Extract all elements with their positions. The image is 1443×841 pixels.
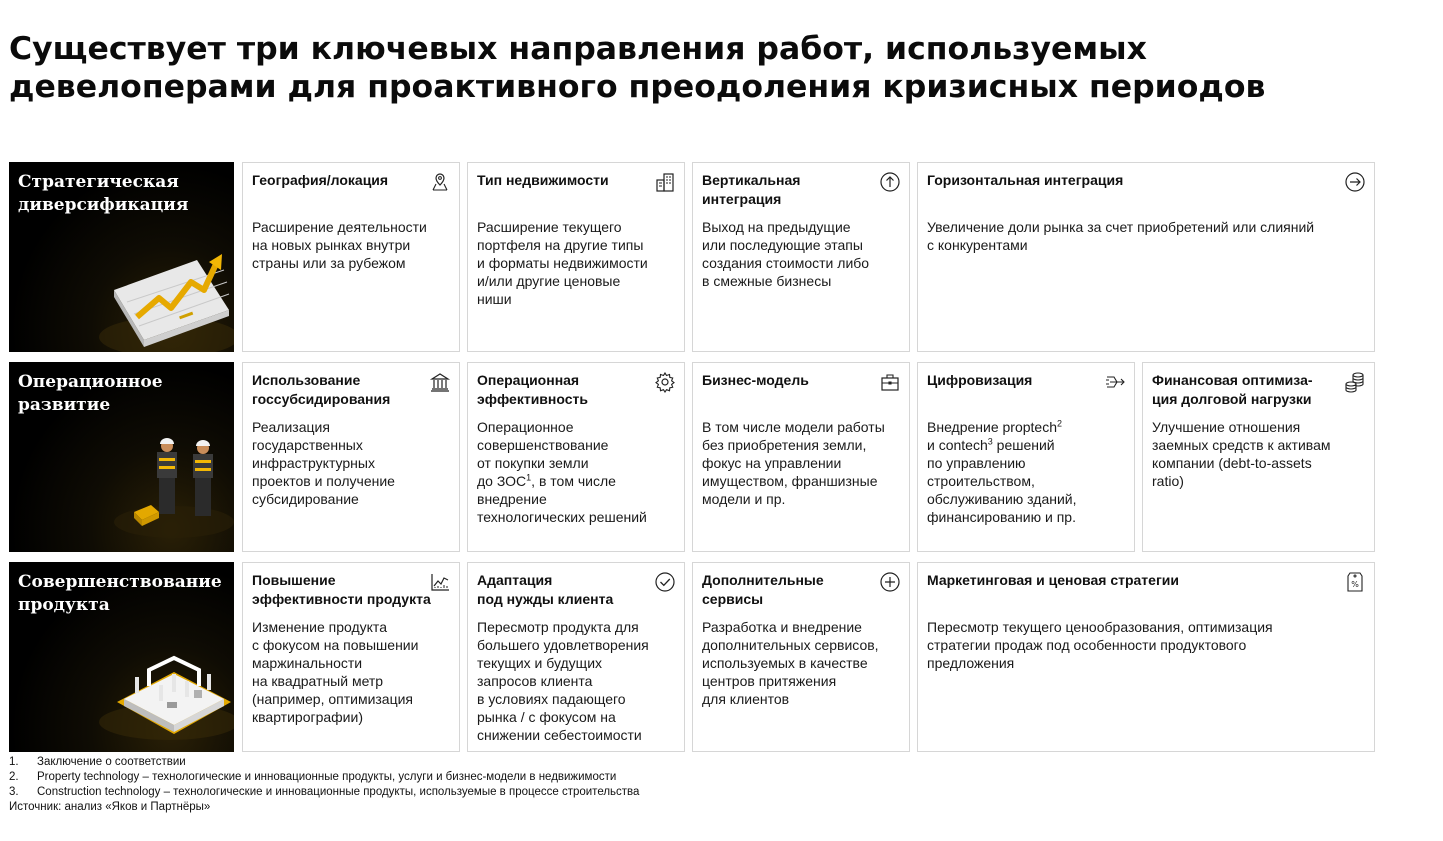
- card-additional-services: [692, 562, 910, 752]
- card-body: В том числе модели работы без приобретения земли, фокус на управлении имуществом, франшизные модели и пр.: [702, 419, 885, 507]
- card-body: Пересмотр продукта для большего удовлетворения текущих и будущих запросов клиента в условиях падающего рынка / с фокусом на снижении себестоимости: [477, 619, 649, 743]
- card-body: Выход на предыдущие или последующие этапы создания стоимости либо в смежные бизнесы: [702, 219, 870, 289]
- card-body: Пересмотр текущего ценообразования, оптимизация стратегии продаж под особенности продуктового предложения: [927, 619, 1273, 671]
- card-title: Маркетинговая и ценовая стратегии: [927, 572, 1179, 588]
- card-title: Адаптация под нужды клиента: [477, 572, 614, 607]
- arrow-up-circle-icon: [879, 171, 901, 193]
- card-title: Использование госсубсидирования: [252, 372, 391, 407]
- card-product-efficiency: [242, 562, 460, 752]
- government-building-icon: [429, 371, 451, 393]
- card-title: Дополнительные сервисы: [702, 572, 824, 607]
- card-financial-optimization: [1142, 362, 1375, 552]
- section-title: Стратегическая диверсификация: [18, 172, 189, 215]
- footnote: 1. Заключение о соответствии: [9, 756, 186, 768]
- section-operational-development: [9, 362, 234, 552]
- card-title: Вертикальная интеграция: [702, 172, 801, 207]
- arrow-right-circle-icon: [1344, 171, 1366, 193]
- card-body: Расширение деятельности на новых рынках внутри страны или за рубежом: [252, 219, 427, 271]
- footnote: 3. Construction technology – технологические и инновационные продукты, используемые в процессе строительства: [9, 786, 640, 798]
- card-body: Изменение продукта с фокусом на повышении маржинальности на квадратный метр (например, оптимизация квартирографии): [252, 619, 419, 725]
- buildings-icon: [654, 171, 676, 193]
- map-pin-icon: [429, 171, 451, 193]
- svg-text:%: %: [1351, 580, 1359, 589]
- card-horizontal-integration: [917, 162, 1375, 352]
- card-digitalization: [917, 362, 1135, 552]
- gear-icon: [654, 371, 676, 393]
- price-tag-icon: [1344, 571, 1366, 593]
- card-property-type: [467, 162, 685, 352]
- card-title: Финансовая оптимиза- ция долговой нагрузки: [1152, 372, 1313, 407]
- source-note: Источник: анализ «Яков и Партнёры»: [9, 801, 211, 813]
- card-state-subsidies: [242, 362, 460, 552]
- card-business-model: [692, 362, 910, 552]
- title-line-2: девелоперами для проактивного преодоления кризисных периодов: [9, 69, 1266, 105]
- briefcase-icon: [879, 371, 901, 393]
- card-title: Горизонтальная интеграция: [927, 172, 1124, 188]
- section-title: Операционное развитие: [18, 372, 163, 415]
- digital-arrow-icon: [1104, 371, 1126, 393]
- card-body: Операционное совершенствование от покупки земли до ЗОС$^1$, в том числе внедрение технологических решений: [477, 419, 647, 525]
- card-vertical-integration: [692, 162, 910, 352]
- card-geography: [242, 162, 460, 352]
- title-line-1: Существует три ключевых направления работ, используемых: [9, 31, 1147, 67]
- card-title: Операционная эффективность: [477, 372, 588, 407]
- section-title: Совершенствование продукта: [18, 572, 222, 615]
- card-title: География/локация: [252, 172, 389, 188]
- footnote: 2. Property technology – технологические и инновационные продукты, услуги и бизнес-модели в недвижимости: [9, 771, 617, 783]
- card-body: Реализация государственных инфраструктурных проектов и получение субсидирование: [252, 419, 395, 507]
- plus-circle-icon: [879, 571, 901, 593]
- section-product-improvement: [9, 562, 234, 752]
- card-title: Цифровизация: [927, 372, 1033, 388]
- chart-line-icon: [429, 571, 451, 593]
- card-title: Повышение эффективности продукта: [252, 572, 431, 607]
- card-body: Увеличение доли рынка за счет приобретений или слияний с конкурентами: [927, 219, 1315, 253]
- card-marketing-pricing: [917, 562, 1375, 752]
- section-strategic-diversification: [9, 162, 234, 352]
- footnotes: [9, 755, 639, 815]
- card-body: Разработка и внедрение дополнительных сервисов, используемых в качестве центров притяжения для клиентов: [702, 619, 879, 707]
- card-body: Улучшение отношения заемных средств к активам компании (debt-to-assets ratio): [1152, 419, 1331, 489]
- page-title: [9, 30, 1409, 106]
- card-title: Бизнес-модель: [702, 372, 809, 388]
- card-operational-efficiency: [467, 362, 685, 552]
- card-body: Внедрение proptech$^2$ и contech$^3$ решений по управлению строительством, обслуживанию зданий, финансированию и пр.: [927, 418, 1077, 525]
- coins-stack-icon: [1344, 371, 1366, 393]
- card-body: Расширение текущего портфеля на другие типы и форматы недвижимости и/или другие ценовые ниши: [477, 219, 648, 307]
- check-circle-icon: [654, 571, 676, 593]
- card-title: Тип недвижимости: [477, 172, 609, 188]
- card-client-adaptation: [467, 562, 685, 752]
